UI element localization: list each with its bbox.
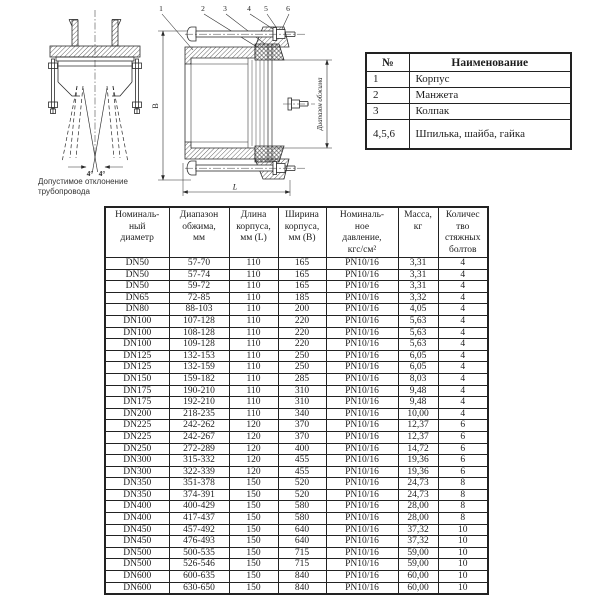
spec-cell: 5,63 [398, 339, 438, 351]
spec-cell: 110 [229, 397, 278, 409]
spec-cell: 4 [438, 373, 488, 385]
spec-cell: 10 [438, 524, 488, 536]
spec-cell: DN600 [105, 571, 169, 583]
spec-cell: 640 [278, 524, 326, 536]
spec-cell: 12,37 [398, 420, 438, 432]
spec-cell: DN225 [105, 420, 169, 432]
spec-cell: 110 [229, 339, 278, 351]
spec-cell: 9,48 [398, 397, 438, 409]
table-row [105, 339, 488, 351]
spec-cell: PN10/16 [326, 547, 398, 559]
spec-cell: 14,72 [398, 443, 438, 455]
spec-cell: DN350 [105, 489, 169, 501]
spec-cell: 60,00 [398, 571, 438, 583]
spec-table [104, 206, 489, 595]
callout-1: 1 [159, 4, 163, 13]
spec-cell: 4 [438, 397, 488, 409]
spec-cell: 165 [278, 258, 326, 270]
spec-cell: PN10/16 [326, 281, 398, 293]
spec-cell: PN10/16 [326, 304, 398, 316]
spec-cell: 110 [229, 385, 278, 397]
spec-cell: 6 [438, 455, 488, 467]
spec-cell: 190-210 [169, 385, 229, 397]
spec-cell: 417-437 [169, 513, 229, 525]
spec-cell: 315-332 [169, 455, 229, 467]
spec-cell: 165 [278, 281, 326, 293]
spec-cell: 3,31 [398, 269, 438, 281]
callout-2: 2 [201, 4, 205, 13]
table-row [105, 350, 488, 362]
spec-cell: 3,32 [398, 292, 438, 304]
table-row [105, 524, 488, 536]
spec-table-body [105, 258, 488, 595]
spec-cell: 374-391 [169, 489, 229, 501]
spec-cell: 4 [438, 385, 488, 397]
parts-table-body [366, 72, 571, 150]
spec-cell: 272-289 [169, 443, 229, 455]
spec-cell: 110 [229, 315, 278, 327]
spec-cell: DN50 [105, 281, 169, 293]
table-row [105, 362, 488, 374]
table-row [105, 269, 488, 281]
spec-cell: 8 [438, 513, 488, 525]
spec-cell: 4 [438, 269, 488, 281]
spec-cell: 322-339 [169, 466, 229, 478]
spec-cell: 220 [278, 339, 326, 351]
table-row [105, 258, 488, 270]
spec-cell: 4 [438, 362, 488, 374]
spec-cell: 8 [438, 478, 488, 490]
spec-cell: 200 [278, 304, 326, 316]
table-row [366, 104, 571, 120]
spec-cell: DN400 [105, 513, 169, 525]
spec-cell: 455 [278, 455, 326, 467]
spec-cell: PN10/16 [326, 571, 398, 583]
spec-cell: 10,00 [398, 408, 438, 420]
spec-cell: DN350 [105, 478, 169, 490]
spec-cell: 285 [278, 373, 326, 385]
parts-cell: 4,5,6 [366, 120, 409, 150]
spec-cell: DN150 [105, 373, 169, 385]
spec-cell: 110 [229, 327, 278, 339]
callout-4: 4 [247, 4, 251, 13]
spec-cell: PN10/16 [326, 513, 398, 525]
spec-cell: DN125 [105, 350, 169, 362]
spec-cell: 4 [438, 408, 488, 420]
spec-cell: DN300 [105, 466, 169, 478]
spec-cell: 8 [438, 501, 488, 513]
spec-cell: 4 [438, 339, 488, 351]
callout-3: 3 [223, 4, 227, 13]
spec-cell: 110 [229, 373, 278, 385]
spec-cell: 4 [438, 292, 488, 304]
spec-col-bolt-count: Количес тво стяжных болтов [438, 207, 488, 258]
spec-cell: DN125 [105, 362, 169, 374]
spec-cell: 110 [229, 281, 278, 293]
callout-6: 6 [286, 4, 290, 13]
spec-cell: 10 [438, 571, 488, 583]
table-row [366, 72, 571, 88]
spec-cell: 840 [278, 571, 326, 583]
spec-cell: 520 [278, 489, 326, 501]
spec-cell: 476-493 [169, 536, 229, 548]
spec-cell: 4 [438, 258, 488, 270]
spec-cell: 59,00 [398, 559, 438, 571]
spec-cell: 37,32 [398, 524, 438, 536]
dim-b-label: B [151, 103, 160, 109]
spec-cell: PN10/16 [326, 443, 398, 455]
front-section-lines [49, 10, 142, 172]
spec-cell: 109-128 [169, 339, 229, 351]
spec-cell: 59-72 [169, 281, 229, 293]
spec-cell: 4,05 [398, 304, 438, 316]
spec-cell: 132-153 [169, 350, 229, 362]
parts-cell: Колпак [409, 104, 571, 120]
spec-cell: 457-492 [169, 524, 229, 536]
spec-cell: DN100 [105, 315, 169, 327]
spec-cell: 6,05 [398, 362, 438, 374]
spec-cell: PN10/16 [326, 524, 398, 536]
spec-cell: 4 [438, 315, 488, 327]
spec-cell: 5,63 [398, 327, 438, 339]
spec-cell: 242-267 [169, 431, 229, 443]
spec-col-mass: Масса, кг [398, 207, 438, 258]
spec-cell: 59,00 [398, 547, 438, 559]
spec-cell: PN10/16 [326, 373, 398, 385]
spec-cell: 4 [438, 327, 488, 339]
spec-cell: PN10/16 [326, 350, 398, 362]
spec-cell: 600-635 [169, 571, 229, 583]
spec-cell: 220 [278, 327, 326, 339]
spec-cell: 10 [438, 559, 488, 571]
spec-cell: DN400 [105, 501, 169, 513]
spec-cell: PN10/16 [326, 455, 398, 467]
spec-cell: PN10/16 [326, 559, 398, 571]
spec-cell: 310 [278, 385, 326, 397]
spec-cell: 28,00 [398, 513, 438, 525]
parts-col-number: № [366, 53, 409, 72]
spec-cell: PN10/16 [326, 339, 398, 351]
spec-cell: DN100 [105, 339, 169, 351]
spec-cell: 150 [229, 571, 278, 583]
spec-cell: DN50 [105, 269, 169, 281]
spec-cell: 107-128 [169, 315, 229, 327]
spec-cell: 120 [229, 455, 278, 467]
table-row [105, 455, 488, 467]
spec-cell: 60,00 [398, 582, 438, 594]
table-row [105, 559, 488, 571]
spec-cell: 120 [229, 420, 278, 432]
table-row [366, 120, 571, 150]
spec-cell: 8,03 [398, 373, 438, 385]
spec-cell: 500-535 [169, 547, 229, 559]
spec-cell: 4 [438, 281, 488, 293]
spec-cell: PN10/16 [326, 478, 398, 490]
spec-col-body-width: Ширина корпуса, мм (B) [278, 207, 326, 258]
spec-cell: 110 [229, 269, 278, 281]
spec-cell: 630-650 [169, 582, 229, 594]
spec-cell: 19,36 [398, 455, 438, 467]
table-row [105, 431, 488, 443]
spec-cell: PN10/16 [326, 258, 398, 270]
table-row [105, 397, 488, 409]
spec-cell: 218-235 [169, 408, 229, 420]
spec-cell: PN10/16 [326, 327, 398, 339]
spec-cell: 165 [278, 269, 326, 281]
spec-cell: 88-103 [169, 304, 229, 316]
table-row [105, 373, 488, 385]
parts-cell: Корпус [409, 72, 571, 88]
dim-l-label: L [232, 182, 238, 192]
table-row [105, 547, 488, 559]
coupling-section-drawing [145, 0, 350, 200]
spec-col-diameter: Номиналь- ный диаметр [105, 207, 169, 258]
spec-cell: DN500 [105, 559, 169, 571]
table-row [105, 304, 488, 316]
spec-cell: 6 [438, 431, 488, 443]
spec-cell: 9,48 [398, 385, 438, 397]
spec-header-row [105, 207, 488, 258]
spec-cell: 110 [229, 292, 278, 304]
spec-cell: 3,31 [398, 281, 438, 293]
spec-cell: 10 [438, 547, 488, 559]
spec-cell: 37,32 [398, 536, 438, 548]
spec-cell: 351-378 [169, 478, 229, 490]
parts-cell: 2 [366, 88, 409, 104]
spec-col-pressure: Номиналь- ное давление, кгс/см² [326, 207, 398, 258]
spec-cell: 110 [229, 408, 278, 420]
parts-header-row [366, 53, 571, 72]
spec-cell: DN65 [105, 292, 169, 304]
spec-cell: 10 [438, 536, 488, 548]
spec-cell: DN100 [105, 327, 169, 339]
spec-cell: PN10/16 [326, 466, 398, 478]
spec-cell: PN10/16 [326, 292, 398, 304]
spec-cell: 840 [278, 582, 326, 594]
spec-cell: 370 [278, 431, 326, 443]
spec-cell: 12,37 [398, 431, 438, 443]
parts-col-name: Наименование [409, 53, 571, 72]
table-row [105, 292, 488, 304]
spec-cell: 3,31 [398, 258, 438, 270]
spec-cell: 150 [229, 501, 278, 513]
table-row [105, 536, 488, 548]
parts-cell: 1 [366, 72, 409, 88]
spec-cell: 580 [278, 513, 326, 525]
table-row [105, 582, 488, 594]
angle-left-label: 4° [86, 169, 94, 178]
spec-cell: 108-128 [169, 327, 229, 339]
spec-cell: DN50 [105, 258, 169, 270]
parts-table [365, 52, 572, 150]
spec-cell: 310 [278, 397, 326, 409]
spec-cell: DN600 [105, 582, 169, 594]
spec-cell: 110 [229, 304, 278, 316]
spec-cell: 28,00 [398, 501, 438, 513]
spec-cell: 6 [438, 420, 488, 432]
spec-cell: 455 [278, 466, 326, 478]
spec-cell: PN10/16 [326, 397, 398, 409]
spec-cell: 340 [278, 408, 326, 420]
spec-cell: 132-159 [169, 362, 229, 374]
spec-cell: 8 [438, 489, 488, 501]
parts-cell: Манжета [409, 88, 571, 104]
dim-range-label: Диапазон обжима [317, 77, 324, 131]
spec-cell: PN10/16 [326, 408, 398, 420]
spec-cell: DN450 [105, 524, 169, 536]
table-row [105, 466, 488, 478]
spec-cell: 150 [229, 489, 278, 501]
table-row [105, 571, 488, 583]
callout-5: 5 [264, 4, 268, 13]
spec-cell: DN175 [105, 397, 169, 409]
spec-cell: 192-210 [169, 397, 229, 409]
spec-cell: 10 [438, 582, 488, 594]
spec-col-body-length: Длина корпуса, мм (L) [229, 207, 278, 258]
parts-cell: 3 [366, 104, 409, 120]
spec-cell: 580 [278, 501, 326, 513]
table-row [105, 408, 488, 420]
spec-cell: 715 [278, 559, 326, 571]
spec-cell: 715 [278, 547, 326, 559]
spec-cell: 72-85 [169, 292, 229, 304]
spec-cell: 150 [229, 547, 278, 559]
spec-cell: 520 [278, 478, 326, 490]
spec-cell: 110 [229, 362, 278, 374]
spec-cell: PN10/16 [326, 431, 398, 443]
table-row [105, 385, 488, 397]
spec-cell: DN500 [105, 547, 169, 559]
spec-cell: 120 [229, 431, 278, 443]
spec-cell: 57-74 [169, 269, 229, 281]
table-row [105, 315, 488, 327]
spec-cell: 4 [438, 304, 488, 316]
spec-cell: 120 [229, 466, 278, 478]
spec-cell: 6 [438, 466, 488, 478]
spec-cell: 370 [278, 420, 326, 432]
spec-cell: 640 [278, 536, 326, 548]
spec-cell: 185 [278, 292, 326, 304]
spec-cell: 250 [278, 350, 326, 362]
table-row [105, 501, 488, 513]
parts-cell: Шпилька, шайба, гайка [409, 120, 571, 150]
spec-cell: PN10/16 [326, 362, 398, 374]
spec-cell: 220 [278, 315, 326, 327]
spec-cell: PN10/16 [326, 315, 398, 327]
spec-cell: DN225 [105, 431, 169, 443]
spec-cell: 250 [278, 362, 326, 374]
table-row [105, 478, 488, 490]
spec-cell: PN10/16 [326, 269, 398, 281]
spec-cell: 24,73 [398, 478, 438, 490]
spec-cell: DN200 [105, 408, 169, 420]
spec-cell: 57-70 [169, 258, 229, 270]
table-row [105, 327, 488, 339]
table-row [105, 513, 488, 525]
spec-cell: 150 [229, 582, 278, 594]
table-row [105, 420, 488, 432]
spec-cell: 19,36 [398, 466, 438, 478]
spec-cell: 242-262 [169, 420, 229, 432]
spec-cell: PN10/16 [326, 536, 398, 548]
spec-cell: 150 [229, 478, 278, 490]
spec-cell: 150 [229, 559, 278, 571]
spec-cell: 6,05 [398, 350, 438, 362]
angle-right-label: 4° [98, 169, 106, 178]
pipe-deviation-drawing [20, 6, 155, 178]
spec-cell: 4 [438, 350, 488, 362]
table-row [366, 88, 571, 104]
spec-cell: 6 [438, 443, 488, 455]
table-row [105, 489, 488, 501]
spec-cell: DN175 [105, 385, 169, 397]
spec-cell: PN10/16 [326, 489, 398, 501]
spec-cell: 400-429 [169, 501, 229, 513]
spec-cell: 159-182 [169, 373, 229, 385]
spec-cell: DN250 [105, 443, 169, 455]
spec-cell: 150 [229, 513, 278, 525]
spec-cell: 24,73 [398, 489, 438, 501]
spec-cell: 150 [229, 536, 278, 548]
side-section-lines [158, 14, 332, 196]
spec-cell: 120 [229, 443, 278, 455]
spec-cell: PN10/16 [326, 501, 398, 513]
spec-cell: 5,63 [398, 315, 438, 327]
spec-cell: 150 [229, 524, 278, 536]
table-row [105, 443, 488, 455]
spec-cell: PN10/16 [326, 582, 398, 594]
spec-cell: DN80 [105, 304, 169, 316]
spec-cell: PN10/16 [326, 385, 398, 397]
spec-cell: 400 [278, 443, 326, 455]
spec-cell: DN450 [105, 536, 169, 548]
spec-cell: DN300 [105, 455, 169, 467]
deviation-caption: Допустимое отклонение трубопровода [38, 177, 128, 196]
table-row [105, 281, 488, 293]
spec-cell: 526-546 [169, 559, 229, 571]
spec-col-crimp-range: Диапазон обжима, мм [169, 207, 229, 258]
spec-cell: 110 [229, 258, 278, 270]
spec-cell: PN10/16 [326, 420, 398, 432]
spec-cell: 110 [229, 350, 278, 362]
